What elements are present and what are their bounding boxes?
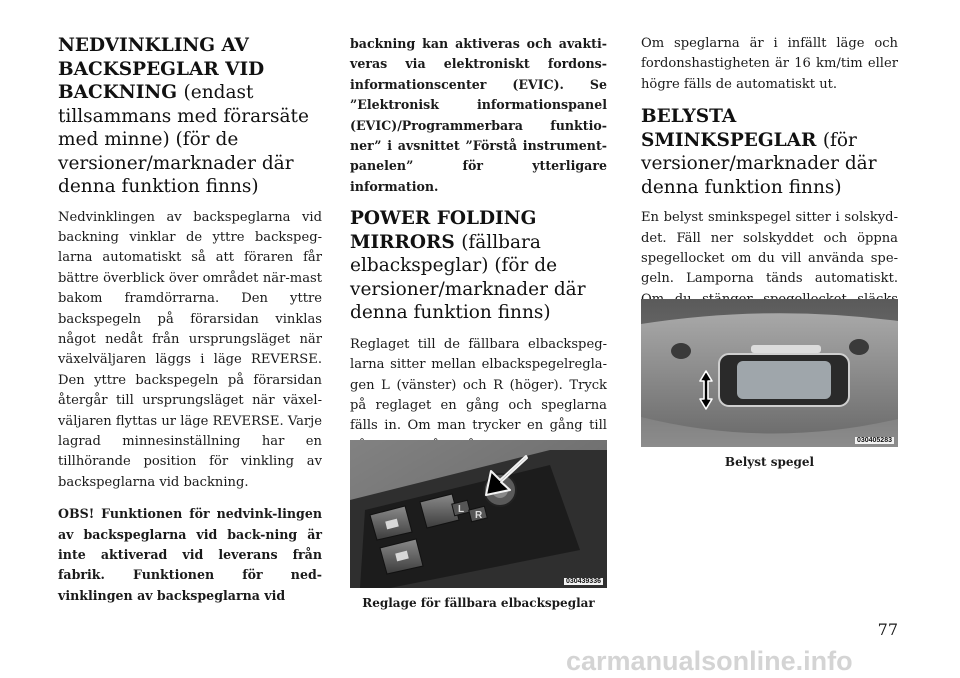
section-heading-reverse-tilt (58, 34, 322, 199)
figure-caption: Reglage för fällbara elbackspeglar (362, 596, 595, 610)
heading-title: NEDVINKLING AV BACKSPEGLAR VID BACKNING (58, 35, 265, 103)
section-heading-power-folding (350, 207, 607, 325)
body-paragraph: En belyst sminkspegel sitter i solskyd-det. Fäll ner solskyddet och öppna spegellocket om du vill använda spe-geln. Lamporna tänds automatiskt. (641, 210, 898, 287)
vanity-mirror-photo (641, 299, 898, 447)
note-paragraph: OBS! Funktionen för nedvink-lingen av backspeglarna vid back-ning är inte aktiverad vid leverans från fabrik. Funktionen för ned-vinklingen av backspeglarna vid (58, 506, 322, 603)
watermark-text: carmanualsonline.info (566, 646, 853, 676)
page-number: 77 (877, 620, 898, 639)
heading-title: BELYSTA SMINKSPEGLAR (641, 106, 817, 151)
figure-code: 030405283 (856, 437, 892, 444)
heading-qualifier: (fällbara elbackspeglar) (för de versioner/marknader där denna funktion finns) (350, 231, 586, 324)
heading-qualifier: (endast tillsammans med förarsäte med minne) (för de versioner/marknader där denna funktion finns) (58, 82, 309, 197)
figure-caption: Belyst spegel (724, 455, 815, 469)
column-left (58, 34, 322, 606)
section-heading-vanity-mirrors (641, 105, 898, 199)
svg-text:L: L (458, 504, 465, 515)
heading-qualifier: (för versioner/marknader där denna funktion finns) (641, 129, 877, 198)
column-middle (350, 34, 607, 478)
heading-title: POWER FOLDING MIRRORS (350, 208, 537, 253)
mirror-switch-photo (350, 440, 607, 588)
body-paragraph: Om speglarna är i infällt läge och fordonshastigheten är 16 km/tim eller högre fälls de automatiskt ut. (641, 36, 898, 92)
column-right (641, 34, 898, 331)
figure-code: 030439336 (565, 578, 601, 585)
body-paragraph: Nedvinklingen av backspeglarna vid backning vinklar de yttre backspeg-larna automatiskt så att föraren får bättre överblick över området när-mast bakom framdörrarna. Den yttre backspegeln på förarsidan vinklas något nedåt från ursprungsläget när växelväljaren läggs i läge REVERSE. Den yttre backspegeln på förarsidan återgår till ursprungsläget när växel-väljaren flyttas ur läge REVERSE. Varje lagrad minnesinställning har en tillhörande position för vinkling av backspeglarna vid backning. (58, 209, 322, 490)
body-paragraph: Reglaget till de fällbara elbackspeg-larna sitter mellan elbackspegelregla-gen L (vänster) och R (höger). Tryck på reglaget en gång och speglarna fälls in. Om man trycker en gång till (350, 336, 607, 434)
svg-text:R: R (475, 510, 483, 521)
note-continued: backning kan aktiveras och avakti-veras via elektroniskt fordons-informationscenter (EVIC). Se ”Elektronisk informationspanel (EVIC)/Programmerbara funktio-ner” i avsnittet ”Förstå instrument-panelen” för ytterligare information. (350, 36, 607, 194)
